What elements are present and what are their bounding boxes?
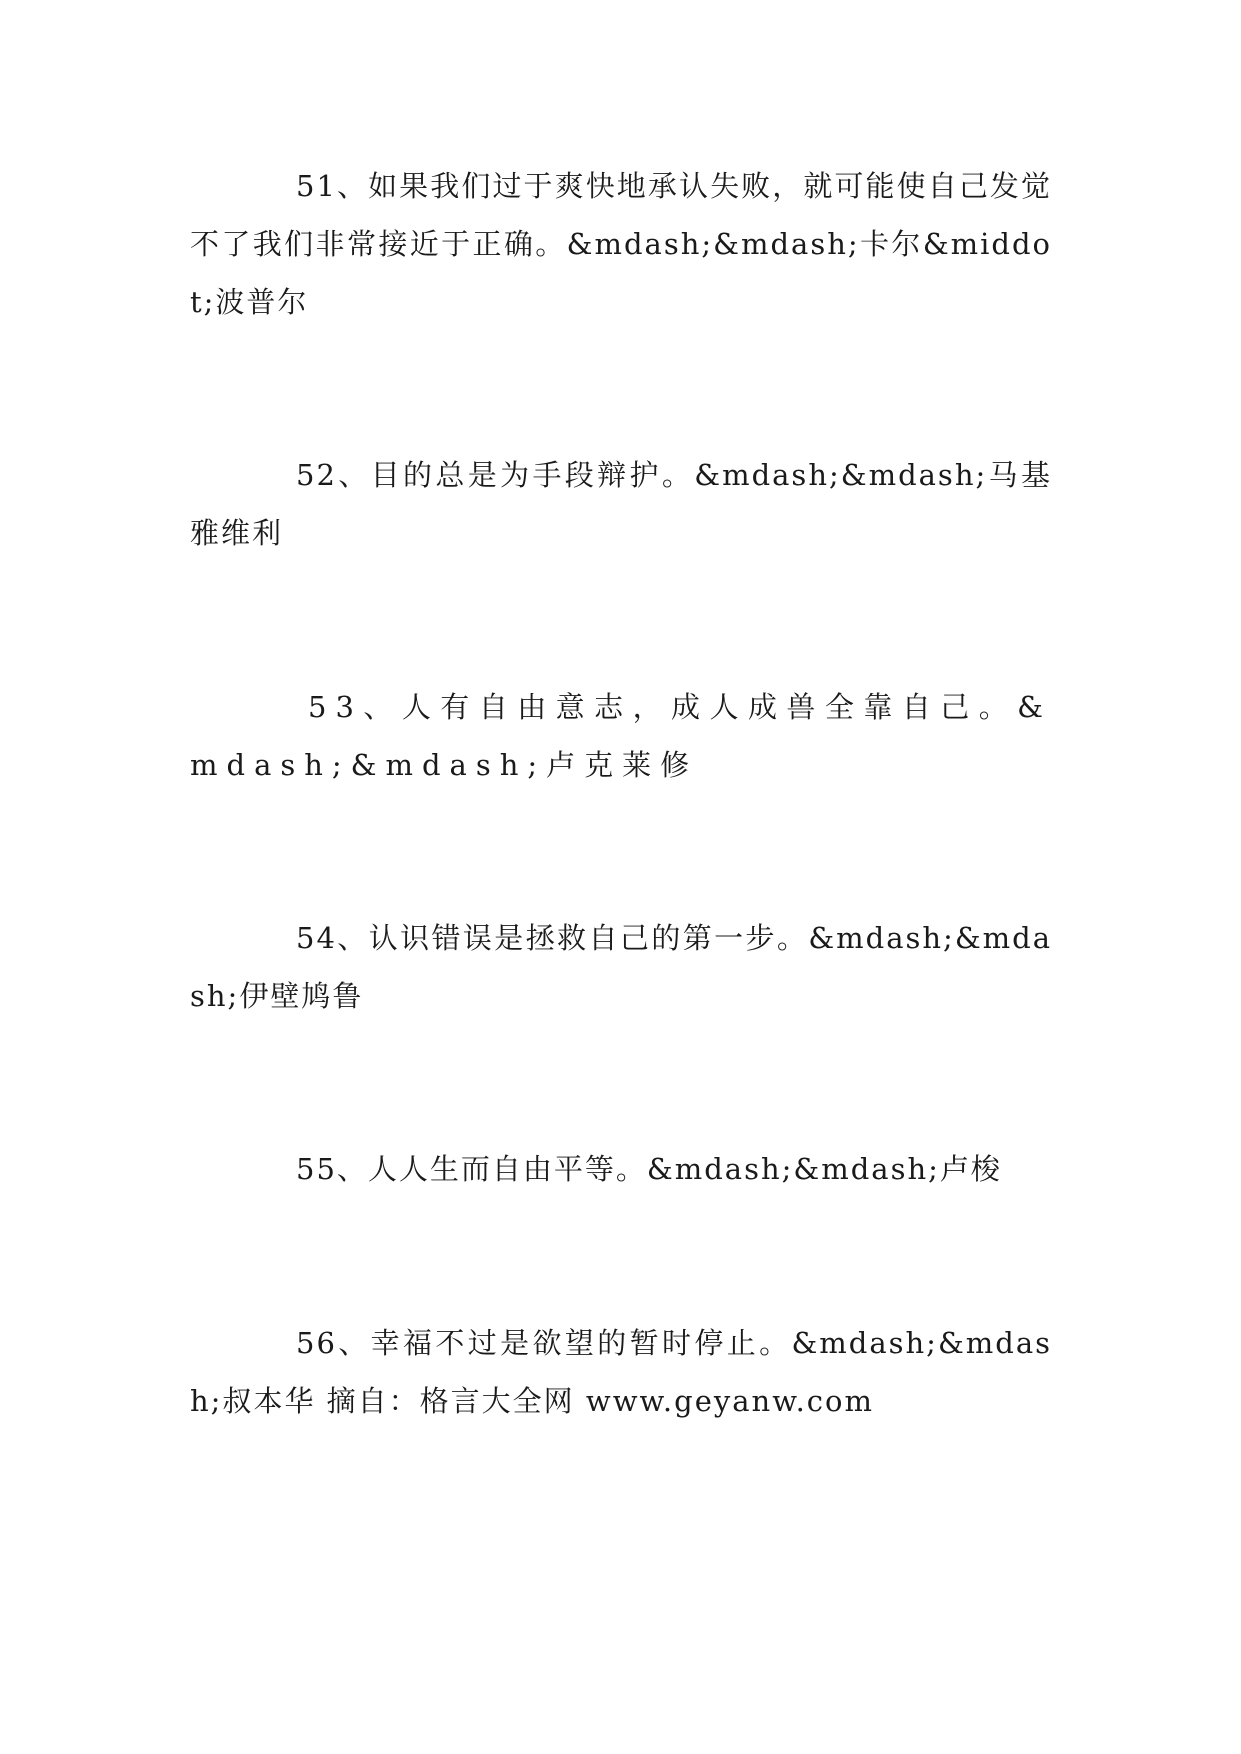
quote-paragraph-54: 54、认识错误是拯救自己的第一步。&mdash;&mdash;伊壁鸠鲁 <box>190 921 1052 1013</box>
quote-paragraph-56: 56、幸福不过是欲望的暂时停止。&mdash;&mdash;叔本华 摘自：格言大全网 www.geyanw.com <box>190 1326 1052 1418</box>
quote-paragraph-53: 53、人有自由意志，成人成兽全靠自己。&mdash;&mdash;卢克莱修 <box>190 690 1052 782</box>
quote-paragraph-52: 52、目的总是为手段辩护。&mdash;&mdash;马基雅维利 <box>190 458 1052 550</box>
quote-paragraph-51: 51、如果我们过于爽快地承认失败，就可能使自己发觉不了我们非常接近于正确。&mdash;&mdash;卡尔&middot;波普尔 <box>190 169 1052 319</box>
quote-paragraph-55: 55、人人生而自由平等。&mdash;&mdash;卢梭 <box>296 1152 1002 1186</box>
